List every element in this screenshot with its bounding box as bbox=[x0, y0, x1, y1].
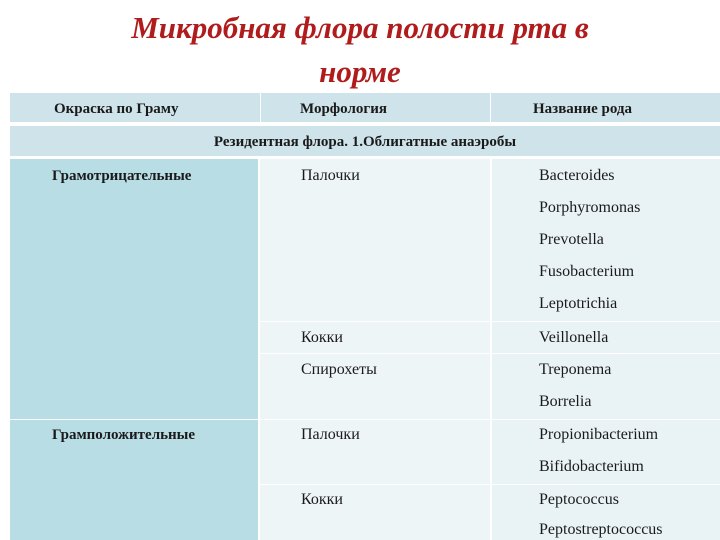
morphology-cell: Спирохеты bbox=[301, 361, 377, 378]
header-divider bbox=[490, 93, 491, 122]
genus-cell: Bifidobacterium bbox=[539, 458, 644, 475]
slide-title-line-2: норме bbox=[319, 54, 401, 89]
header-gram-stain: Окраска по Граму bbox=[54, 101, 179, 117]
gram-column bbox=[10, 159, 258, 540]
gram-negative-label: Грамотрицательные bbox=[52, 168, 192, 184]
genus-cell: Leptotrichia bbox=[539, 295, 618, 312]
morphology-cell: Палочки bbox=[301, 167, 360, 184]
header-morphology: Морфология bbox=[300, 101, 387, 117]
slide-title bbox=[0, 6, 720, 94]
genus-cell: Treponema bbox=[539, 361, 612, 378]
row-divider bbox=[260, 353, 720, 354]
header-genus-name: Название рода bbox=[533, 101, 632, 117]
genus-cell: Bacteroides bbox=[539, 167, 615, 184]
section-row bbox=[10, 126, 720, 156]
genus-cell: Fusobacterium bbox=[539, 263, 635, 280]
slide-title-line-1: Микробная флора полости рта в bbox=[131, 10, 589, 45]
morphology-column bbox=[260, 159, 490, 540]
table-header-row bbox=[10, 93, 720, 122]
morphology-cell: Палочки bbox=[301, 426, 360, 443]
morphology-cell: Кокки bbox=[301, 491, 343, 508]
genus-cell: Propionibacterium bbox=[539, 426, 659, 443]
row-divider bbox=[260, 484, 720, 485]
genus-cell: Peptostreptococcus bbox=[539, 521, 663, 538]
morphology-cell: Кокки bbox=[301, 329, 343, 346]
row-divider bbox=[260, 321, 720, 322]
genus-cell: Prevotella bbox=[539, 231, 604, 248]
genus-cell: Borrelia bbox=[539, 393, 592, 410]
gram-positive-label: Грамположительные bbox=[52, 427, 196, 443]
genus-cell: Veillonella bbox=[539, 329, 609, 346]
genus-cell: Porphyromonas bbox=[539, 199, 641, 216]
header-divider bbox=[260, 93, 261, 122]
genus-cell: Peptococcus bbox=[539, 491, 619, 508]
group-divider bbox=[10, 419, 720, 420]
section-title: Резидентная флора. 1.Облигатные анаэробы bbox=[213, 134, 517, 150]
